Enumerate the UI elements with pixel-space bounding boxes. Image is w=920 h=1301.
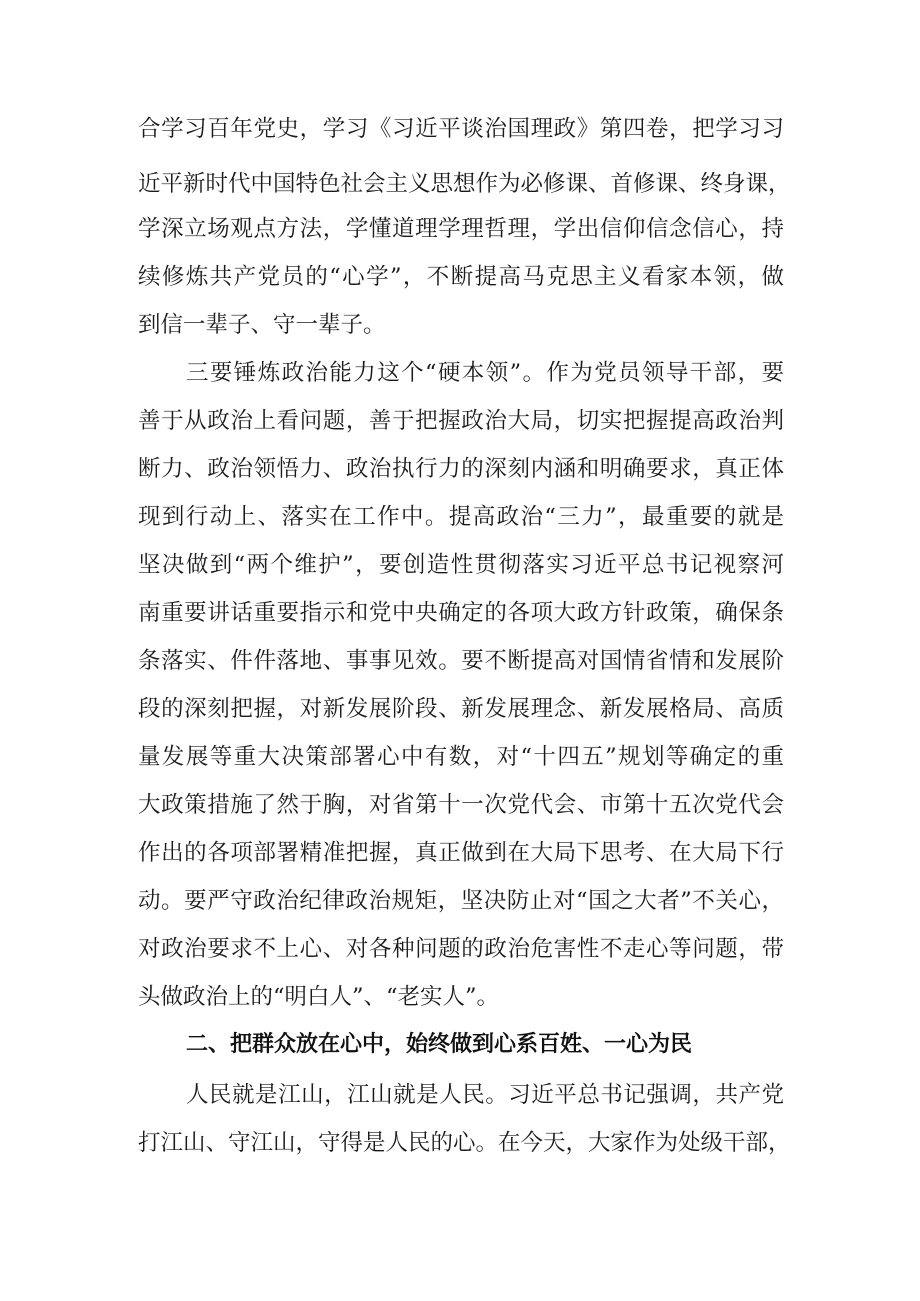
text-line: 合学习百年党史，学习《习近平谈治国理政》第四卷，把学习习 xyxy=(138,116,784,142)
text-line: 坚决做到“两个维护”，要创造性贯彻落实习近平总书记视察河 xyxy=(138,552,784,578)
text-line: 到信一辈子、守一辈子。 xyxy=(138,312,386,338)
text-line: 大政策措施了然于胸，对省第十一次党代会、市第十五次党代会 xyxy=(138,792,784,818)
text-line: 动。要严守政治纪律政治规矩，坚决防止对“国之大者”不关心， xyxy=(138,888,784,914)
text-line: 三要锤炼政治能力这个“硬本领”。作为党员领导干部，要 xyxy=(186,360,784,386)
text-line: 断力、政治领悟力、政治执行力的深刻内涵和明确要求，真正体 xyxy=(138,456,784,482)
text-line: 学深立场观点方法，学懂道理学理哲理，学出信仰信念信心，持 xyxy=(138,216,784,242)
text-line: 段的深刻把握，对新发展阶段、新发展理念、新发展格局、高质 xyxy=(138,696,784,722)
text-line: 续修炼共产党员的“心学”，不断提高马克思主义看家本领，做 xyxy=(138,264,784,290)
text-line: 现到行动上、落实在工作中。提高政治“三力”，最重要的就是 xyxy=(138,504,784,530)
text-line: 作出的各项部署精准把握，真正做到在大局下思考、在大局下行 xyxy=(138,840,784,866)
text-line: 善于从政治上看问题，善于把握政治大局，切实把握提高政治判 xyxy=(138,408,784,434)
text-line: 头做政治上的“明白人”、“老实人”。 xyxy=(138,984,500,1010)
text-line: 打江山、守江山，守得是人民的心。在今天，大家作为处级干部， xyxy=(138,1130,791,1156)
text-line: 近平新时代中国特色社会主义思想作为必修课、首修课、终身课， xyxy=(138,171,791,197)
text-line: 量发展等重大决策部署心中有数，对“十四五”规划等确定的重 xyxy=(138,744,784,770)
text-line: 条落实、件件落地、事事见效。要不断提高对国情省情和发展阶 xyxy=(138,648,784,674)
section-heading: 二、把群众放在心中，始终做到心系百姓、一心为民 xyxy=(186,1032,693,1057)
text-line: 南重要讲话重要指示和党中央确定的各项大政方针政策，确保条 xyxy=(138,600,784,626)
text-line: 人民就是江山，江山就是人民。习近平总书记强调，共产党 xyxy=(186,1082,784,1108)
text-line: 对政治要求不上心、对各种问题的政治危害性不走心等问题，带 xyxy=(138,936,784,962)
